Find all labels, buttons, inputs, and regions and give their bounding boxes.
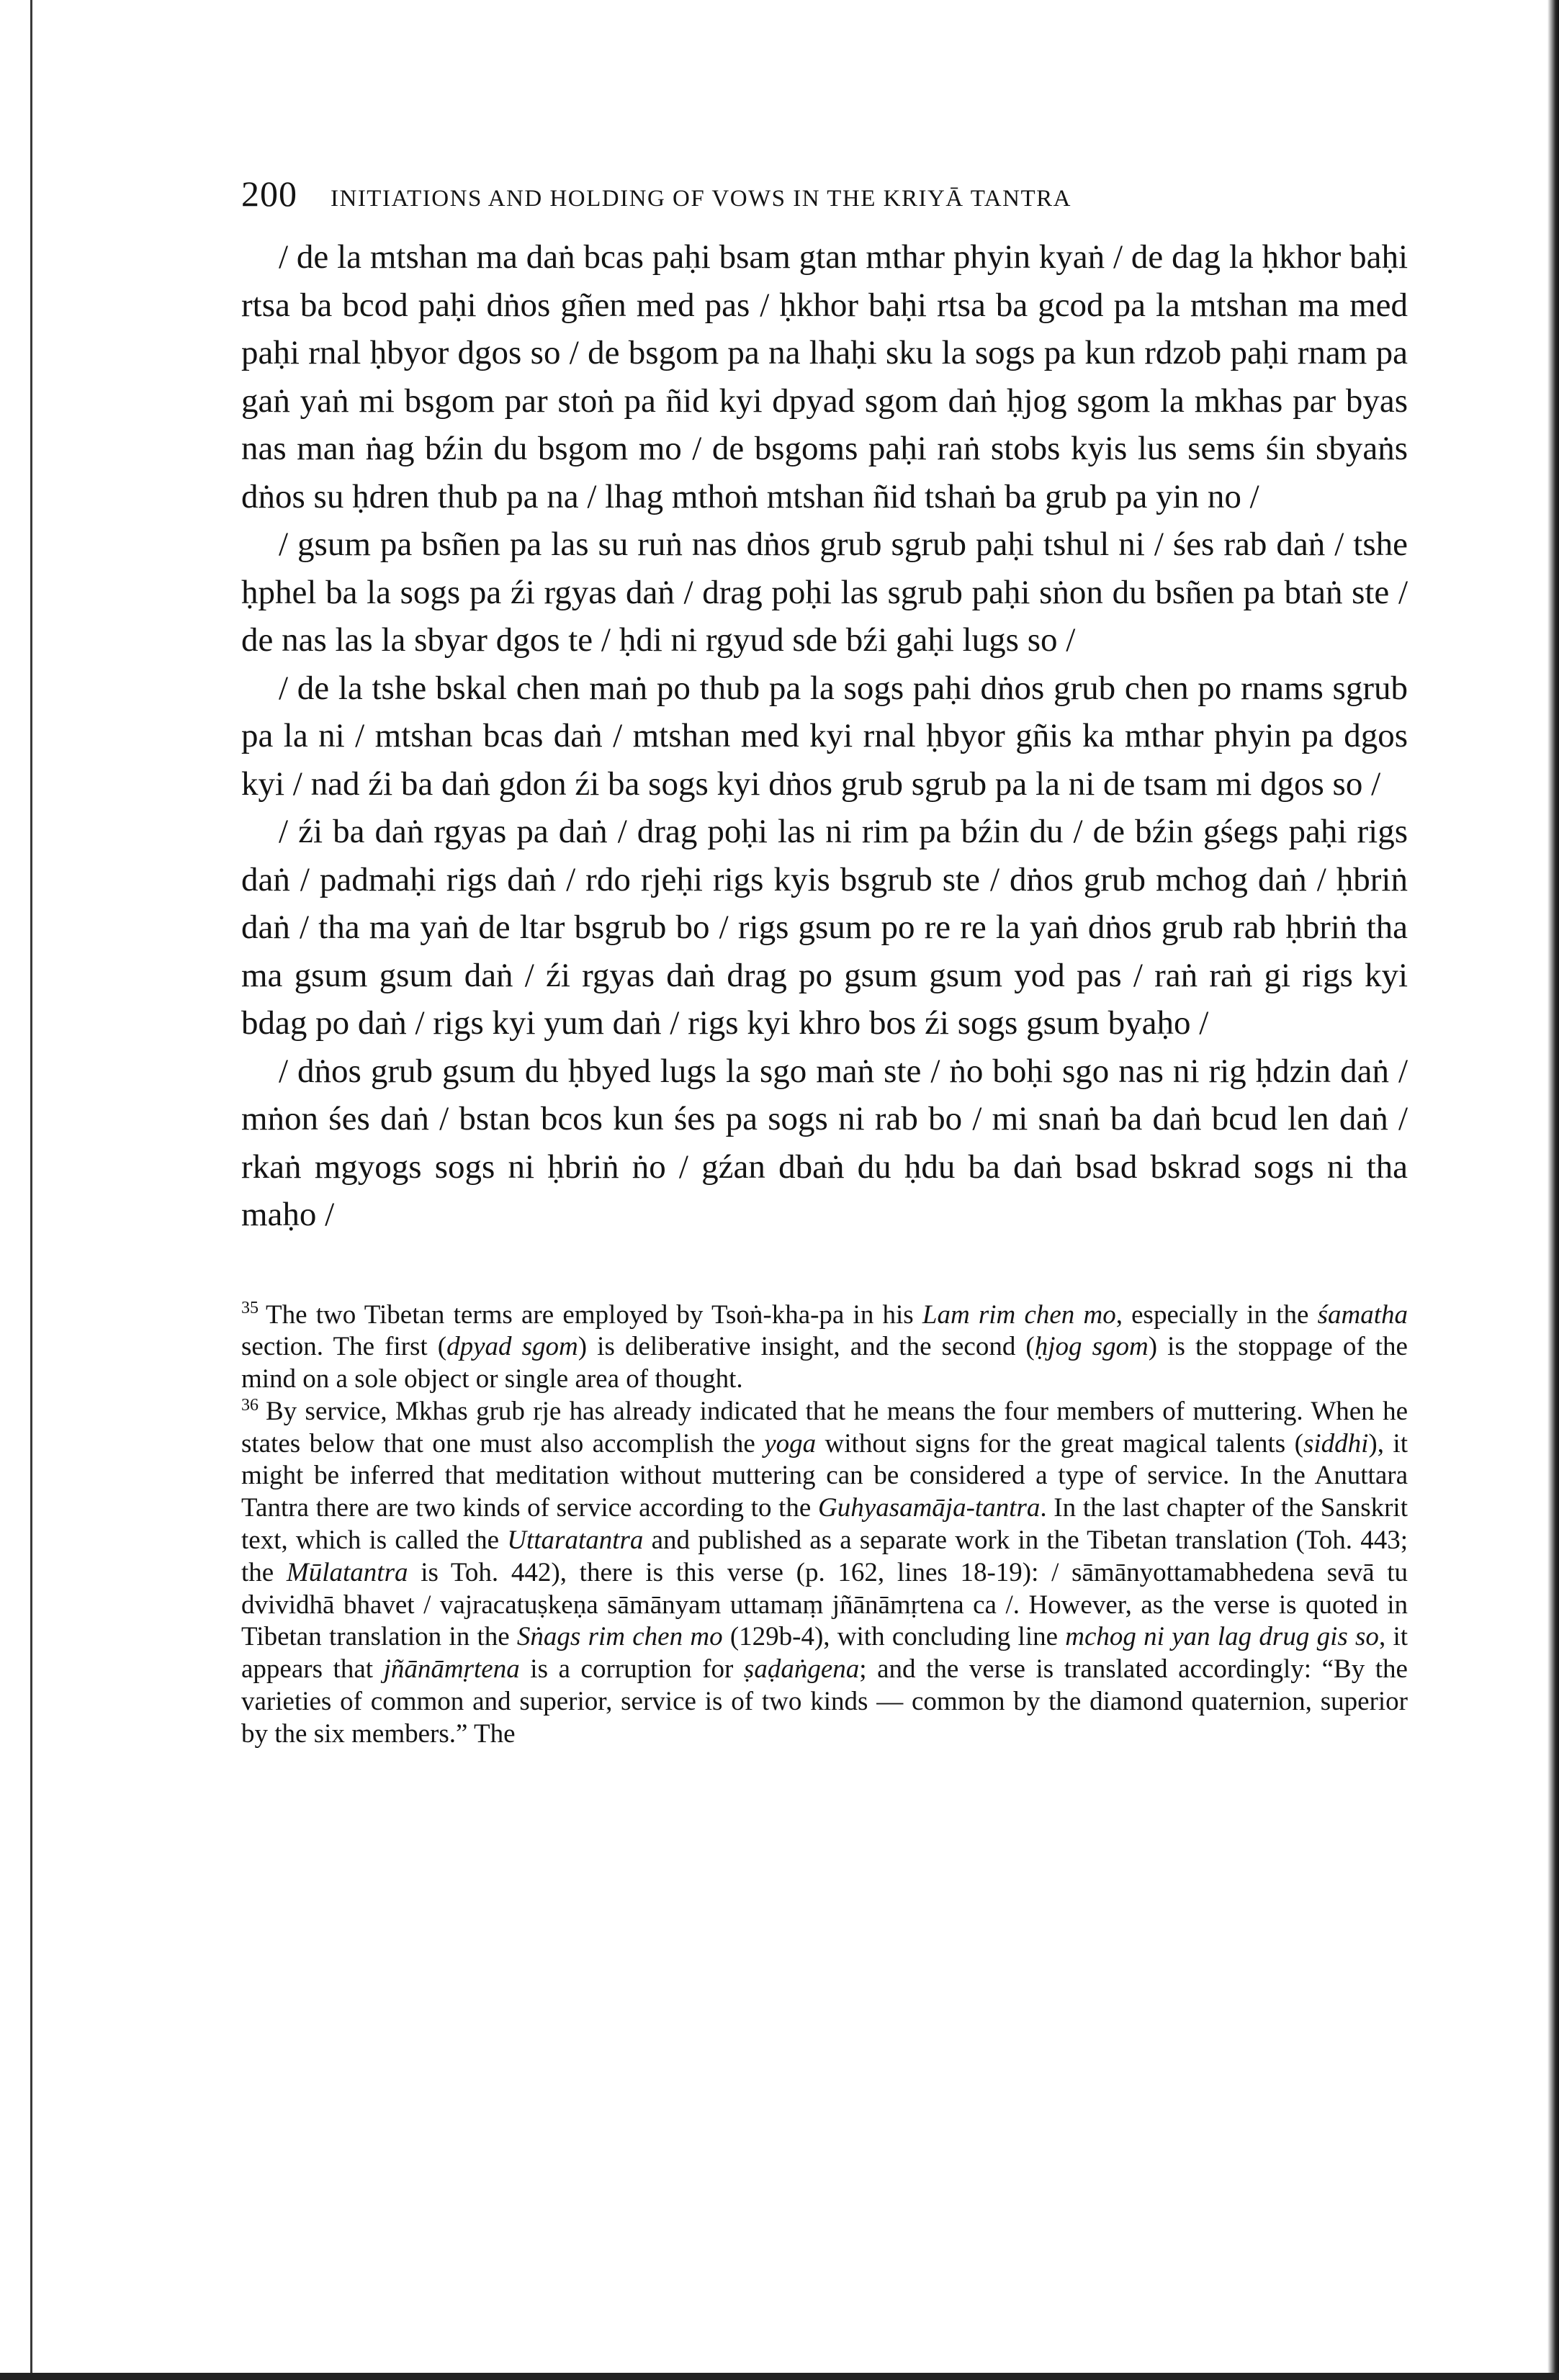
text-run: without signs for the great magical talents ( [816,1428,1303,1459]
italic-run: Mūlatantra [286,1557,408,1587]
paragraph: / de la mtshan ma daṅ bcas paḥi bsam gtan mthar phyin kyaṅ / de dag la ḥkhor baḥi rtsa ba bcod paḥi dṅos gñen med pas / ḥkhor baḥi rtsa ba gcod pa la mtshan ma med paḥi rnal ḥbyor dgos so / de bsgom pa na lhaḥi sku la sogs pa kun rdzob paḥi rnam pa gaṅ yaṅ mi bsgom par stoṅ pa ñid kyi dpyad sgom daṅ ḥjog sgom la mkhas par byas nas man ṅag bźin du bsgom mo / de bsgoms paḥi raṅ stobs kyis lus sems śin sbyaṅs dṅos su ḥdren thub pa na / lhag mthoṅ mtshan ñid tshaṅ ba grub pa yin no / [241,238,1408,515]
italic-run: ṣaḍaṅgena [743,1654,860,1685]
main-text [241,233,1408,1239]
italic-run: jñānāmṛtena [383,1654,520,1685]
italic-run: yoga [764,1428,817,1459]
italic-run: Lam rim chen mo [922,1299,1116,1330]
footnote-text [241,1300,1408,1394]
footnotes [241,1299,1408,1751]
italic-run: Uttaratantra [507,1525,644,1556]
paragraph: / gsum pa bsñen pa las su ruṅ nas dṅos grub sgrub paḥi tshul ni / śes rab daṅ / tshe ḥphel ba la sogs pa źi rgyas daṅ / drag poḥi las sgrub paḥi sṅon du bsñen pa btaṅ ste / de nas las la sbyar dgos te / ḥdi ni rgyud sde bźi gaḥi lugs so / [241,526,1408,659]
italic-run: Sṅags rim chen mo [516,1622,723,1652]
book-page [241,173,1408,1751]
text-run: is Toh. 442), there is this verse (p. 162, lines 18-19): / sāmānyottamabhedena sevā tu dvividhā bhavet / vajracatuṣkeṇa sāmānyam uttamaṃ jñānāmṛtena ca /. However, as the verse is quoted in Tibetan translation in the [241,1557,1409,1652]
footnote-35: 35 The two Tibetan terms are employed by Tsoṅ-kha-pa in his Lam rim chen mo, especially in the śamatha section. The first (dpyad sgom) is deliberative insight, and the second (ḥjog sgom) is the stoppage of the mind on a sole object or single area of thought. [241,1299,1409,1394]
italic-run: dpyad sgom [446,1332,578,1362]
italic-run: siddhi [1303,1428,1369,1459]
scan-right-edge [1547,0,1559,2380]
running-title: INITIATIONS AND HOLDING OF VOWS IN THE KRIYĀ TANTRA [331,186,1071,212]
page-number: 200 [241,173,297,214]
running-head [241,173,1408,223]
text-run: (129b-4), with concluding line [722,1622,1066,1652]
text-run: ) is the stoppage of the mind on a sole object or single area of thought. [241,1332,1408,1394]
text-run: The two Tibetan terms are employed by Tsoṅ-kha-pa in his [266,1299,922,1330]
footnote-36: 36 By service, Mkhas grub rje has already indicated that he means the four members of muttering. When he states below that one must also accomplish the yoga without signs for the great magical talents (siddhi), it might be inferred that meditation without muttering can be considered a type of service. In the Anuttara Tantra there are two kinds of service according to the Guhyasamāja-tantra. In the last chapter of the Sanskrit text, which is called the Uttaratantra and published as a separate work in the Tibetan translation (Toh. 443; the Mūlatantra is Toh. 442), there is this verse (p. 162, lines 18-19): / sāmānyottamabhedena sevā tu dvividhā bhavet / vajracatuṣkeṇa sāmānyam uttamaṃ jñānāmṛtena ca /. However, as the verse is quoted in Tibetan translation in the Sṅags rim chen mo (129b-4), with concluding line mchog ni yan lag drug gis so, it appears that jñānāmṛtena is a corruption for ṣaḍaṅgena; and the verse is translated accordingly: “By the varieties of common and superior, service is of two kinds — common by the diamond quaternion, superior by the six members.” The [241,1395,1409,1749]
footnote-text [241,1397,1408,1749]
italic-run: ḥjog sgom [1034,1332,1149,1362]
italic-run: Guhyasamāja-tantra [818,1493,1041,1523]
text-run: , it appears that [241,1622,1409,1685]
paragraph: / źi ba daṅ rgyas pa daṅ / drag poḥi las ni rim pa bźin du / de bźin gśegs paḥi rigs daṅ / padmaḥi rigs daṅ / rdo rjeḥi rigs kyis bsgrub ste / dṅos grub mchog daṅ / ḥbriṅ daṅ / tha ma yaṅ de ltar bsgrub bo / rigs gsum po re re la yaṅ dṅos grub rab ḥbriṅ tha ma gsum gsum daṅ / źi rgyas daṅ drag po gsum gsum yod pas / raṅ raṅ gi rigs kyi bdag po daṅ / rigs kyi yum daṅ / rigs kyi khro bos źi sogs gsum byaḥo / [241,813,1408,1042]
text-run: , especially in the [1115,1299,1318,1330]
text-run: By service, Mkhas grub rje has already indicated that he means the four members of muttering. When he states below that one must also accomplish the [241,1396,1408,1459]
italic-run: śamatha [1317,1299,1409,1330]
paragraph: / de la tshe bskal chen maṅ po thub pa la sogs paḥi dṅos grub chen po rnams sgrub pa la ni / mtshan bcas daṅ / mtshan med kyi rnal ḥbyor gñis ka mthar phyin pa dgos kyi / nad źi ba daṅ gdon źi ba sogs kyi dṅos grub sgrub pa la ni de tsam mi dgos so / [241,669,1408,803]
text-run: and published as a separate work in the Tibetan translation (Toh. 443; the [241,1525,1408,1587]
scan-bottom-edge [0,2373,1559,2380]
text-run: ; and the verse is translated accordingly: “By the varieties of common and superior, service is of two kinds — common by the diamond quaternion, superior by the six members.” The [241,1654,1408,1749]
text-run: ) is deliberative insight, and the second ( [578,1332,1035,1362]
text-run: section. The first ( [241,1332,447,1362]
italic-run: mchog ni yan lag drug gis so [1065,1622,1379,1652]
text-run: . In the last chapter of the Sanskrit text, which is called the [241,1493,1408,1556]
paragraph: / dṅos grub gsum du ḥbyed lugs la sgo maṅ ste / ṅo boḥi sgo nas ni rig ḥdzin daṅ / mṅon śes daṅ / bstan bcos kun śes pa sogs ni rab bo / mi snaṅ ba daṅ bcud len daṅ / rkaṅ mgyogs sogs ni ḥbriṅ ṅo / gźan dbaṅ du ḥdu ba daṅ bsad bskrad sogs ni tha maḥo / [241,1052,1408,1233]
text-run: is a corruption for [519,1654,744,1685]
scan-left-edge [30,0,32,2380]
text-run: ), it might be inferred that meditation without muttering can be considered a type of service. In the Anuttara Tantra there are two kinds of service according to the [241,1428,1408,1523]
